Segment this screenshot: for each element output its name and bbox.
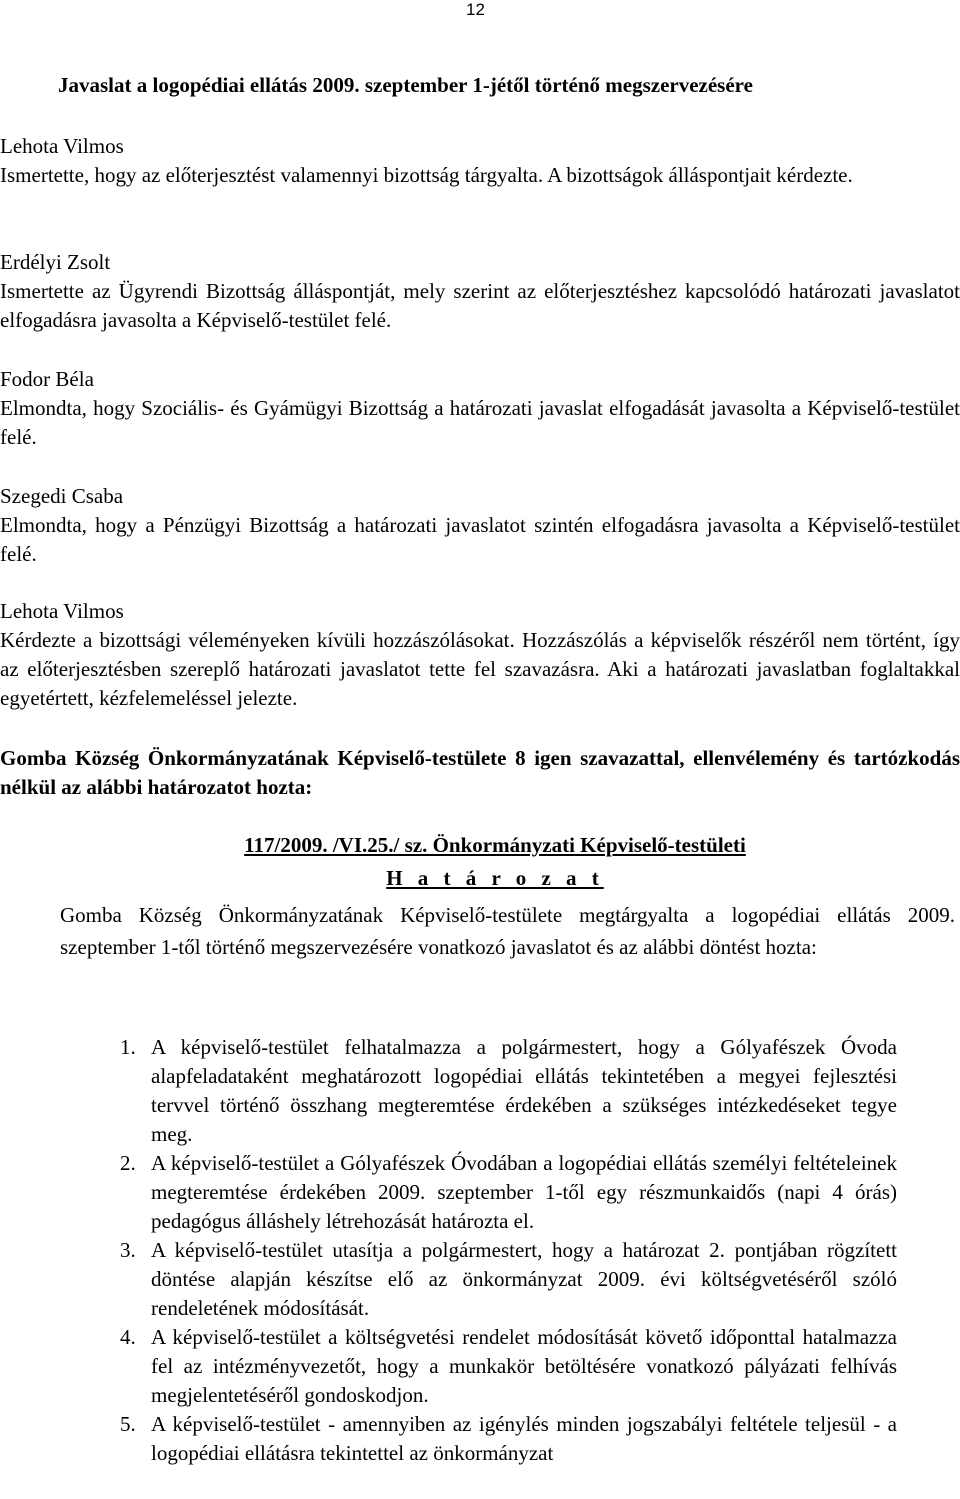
statement-text: Elmondta, hogy Szociális- és Gyámügyi Bizottság a határozati javaslat elfogadását javasolta a Képviselő-testület felé. bbox=[0, 396, 960, 449]
resolution-points-list bbox=[120, 1033, 897, 1468]
statement-block bbox=[0, 482, 960, 569]
statement-block bbox=[0, 132, 960, 190]
list-item-text: A képviselő-testület utasítja a polgármestert, hogy a határozat 2. pontjában rögzített döntése alapján készítse elő az önkormányzat 2009. évi költségvetéséről szóló rendeletének módosítását. bbox=[151, 1238, 897, 1320]
speaker-name: Szegedi Csaba bbox=[0, 484, 124, 508]
page-number: 12 bbox=[466, 0, 485, 19]
speaker-name: Lehota Vilmos bbox=[0, 599, 124, 623]
list-item-text: A képviselő-testület felhatalmazza a polgármestert, hogy a Gólyafészek Óvoda alapfeladataként meghatározott logopédiai ellátás tekintetében a megyei fejlesztési tervvel történő összhang megteremtése érdekében a szükséges intézkedéseket tegye meg. bbox=[151, 1035, 897, 1146]
list-item-number: 2. bbox=[120, 1151, 136, 1175]
statement-block bbox=[0, 248, 960, 335]
list-item-text: A képviselő-testület a Gólyafészek Óvodában a logopédiai ellátás személyi feltételeinek megteremtése érdekében 2009. szeptember 1-től egy részmunkaidős (napi 4 órás) pedagógus álláshely létrehozását határozta el. bbox=[151, 1151, 897, 1233]
statement-text: Kérdezte a bizottsági véleményeken kívüli hozzászólásokat. Hozzászólás a képviselők részéről nem történt, így az előterjesztésben szereplő határozati javaslatot tette fel szavazásra. Aki a határozati javaslatban foglaltakkal egyetértett, kézfelemeléssel jelezte. bbox=[0, 628, 960, 710]
list-item-text: A képviselő-testület - amennyiben az igénylés minden jogszabályi feltétele teljesül - a logopédiai ellátásra tekintettel az önkormányzat bbox=[151, 1412, 897, 1465]
statement-block bbox=[0, 597, 960, 713]
list-item-text: A képviselő-testület a költségvetési rendelet módosítását követő időponttal hatalmazza fel az intézményvezetőt, hogy a munkakör betöltésére vonatkozó pályázati felhívás megjelentetéséről gondoskodjon. bbox=[151, 1325, 897, 1407]
statement-block bbox=[0, 365, 960, 452]
list-item-number: 5. bbox=[120, 1412, 136, 1436]
resolution-number: 117/2009. /VI.25./ sz. Önkormányzati Képviselő-testületi bbox=[244, 833, 746, 857]
list-item bbox=[120, 1149, 897, 1236]
statement-text: Ismertette az Ügyrendi Bizottság álláspontját, mely szerint az előterjesztéshez kapcsolódó határozati javaslatot elfogadásra javasolta a Képviselő-testület felé. bbox=[0, 279, 960, 332]
speaker-name: Fodor Béla bbox=[0, 367, 94, 391]
agenda-item-title: Javaslat a logopédiai ellátás 2009. szeptember 1-jétől történő megszervezésére bbox=[58, 73, 753, 97]
list-item bbox=[120, 1323, 897, 1410]
resolution-title: H a t á r o z a t bbox=[386, 866, 604, 890]
list-item bbox=[120, 1410, 897, 1468]
list-item bbox=[120, 1236, 897, 1323]
statement-text: Elmondta, hogy a Pénzügyi Bizottság a határozati javaslatot szintén elfogadásra javasolta a Képviselő-testület felé. bbox=[0, 513, 960, 566]
list-item bbox=[120, 1033, 897, 1149]
statement-text: Ismertette, hogy az előterjesztést valamennyi bizottság tárgyalta. A bizottságok álláspontjait kérdezte. bbox=[0, 163, 853, 187]
list-item-number: 1. bbox=[120, 1035, 136, 1059]
resolution-intro: Gomba Község Önkormányzatának Képviselő-testülete megtárgyalta a logopédiai ellátás 2009. szeptember 1-től történő megszervezésére vonatkozó javaslatot és az alábbi döntést hozta: bbox=[60, 903, 955, 959]
vote-result-statement: Gomba Község Önkormányzatának Képviselő-testülete 8 igen szavazattal, ellenvélemény és tartózkodás nélkül az alábbi határozatot hozta: bbox=[0, 746, 960, 799]
speaker-name: Erdélyi Zsolt bbox=[0, 250, 111, 274]
speaker-name: Lehota Vilmos bbox=[0, 134, 124, 158]
list-item-number: 4. bbox=[120, 1325, 136, 1349]
list-item-number: 3. bbox=[120, 1238, 136, 1262]
